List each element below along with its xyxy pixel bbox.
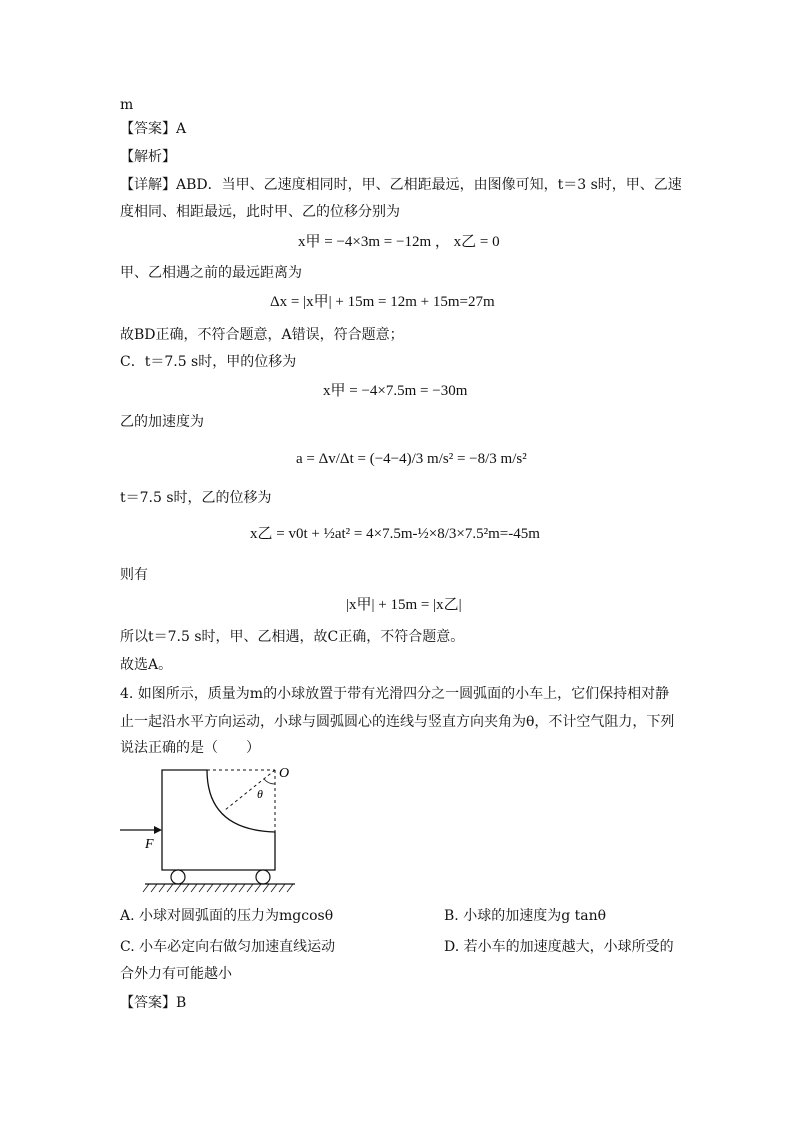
text-line-8: 则有 [120,567,148,583]
option-b: B. 小球的加速度为g tanθ [444,908,607,924]
answer-label-1: 【答案】A [120,121,187,137]
question-4-line-2: 止一起沿水平方向运动，小球与圆弧圆心的连线与竖直方向夹角为θ，不计空气阻力，下列 [120,714,675,730]
option-a: A. 小球对圆弧面的压力为mgcosθ [120,908,334,924]
label-F: F [145,837,154,852]
equation-4: a = Δv/Δt = (−4−4)/3 m/s² = −8/3 m/s² [296,451,527,467]
text-line-6: 乙的加速度为 [120,414,204,430]
question-4-line-3: 说法正确的是（ ） [120,740,260,756]
analysis-label: 【解析】 [120,149,176,165]
equation-3: x甲 = −4×7.5m = −30m [323,383,468,399]
cart-body [162,770,275,870]
equation-1: x甲 = −4×3m = −12m ， x乙 = 0 [298,234,500,250]
equation-2: Δx = |x甲| + 15m = 12m + 15m=27m [270,294,495,310]
text-m: m [120,97,134,113]
text-line-7: t＝7.5 s时，乙的位移为 [120,490,272,506]
text-line-9: 所以t＝7.5 s时，甲、乙相遇，故C正确，不符合题意。 [120,629,465,645]
cart-figure [115,762,300,900]
option-d-line-2: 合外力有可能越小 [120,966,232,982]
dashed-radius [225,770,275,810]
detail-line-1: 【详解】ABD．当甲、乙速度相同时，甲、乙相距最远，由图像可知，t＝3 s时，甲、乙速 [120,177,682,193]
label-theta: θ [257,787,263,801]
label-O: O [279,766,290,781]
force-arrowhead [154,826,162,834]
text-line-5: C．t＝7.5 s时，甲的位移为 [120,354,297,370]
wheel-right [256,870,270,884]
text-line-4: 故BD正确，不符合题意，A错误，符合题意； [120,327,404,343]
option-c: C. 小车必定向右做匀加速直线运动 [120,939,336,955]
theta-arc [264,779,275,784]
wheel-left [171,870,185,884]
equation-5: x乙 = v0t + ½at² = 4×7.5m-½×8/3×7.5²m=-45m [250,526,540,542]
answer-label-2: 【答案】B [120,995,187,1011]
question-4-line-1: 4. 如图所示，质量为m的小球放置于带有光滑四分之一圆弧面的小车上，它们保持相对静 [120,686,670,702]
detail-line-2: 度相同、相距最远，此时甲、乙的位移分别为 [120,204,400,220]
equation-6: |x甲| + 15m = |x乙| [346,597,462,613]
text-line-10: 故选A。 [120,657,173,673]
ground-hatch [143,884,293,892]
text-line-3: 甲、乙相遇之前的最远距离为 [120,265,302,281]
option-d-line-1: D. 若小车的加速度越大，小球所受的 [444,939,674,955]
